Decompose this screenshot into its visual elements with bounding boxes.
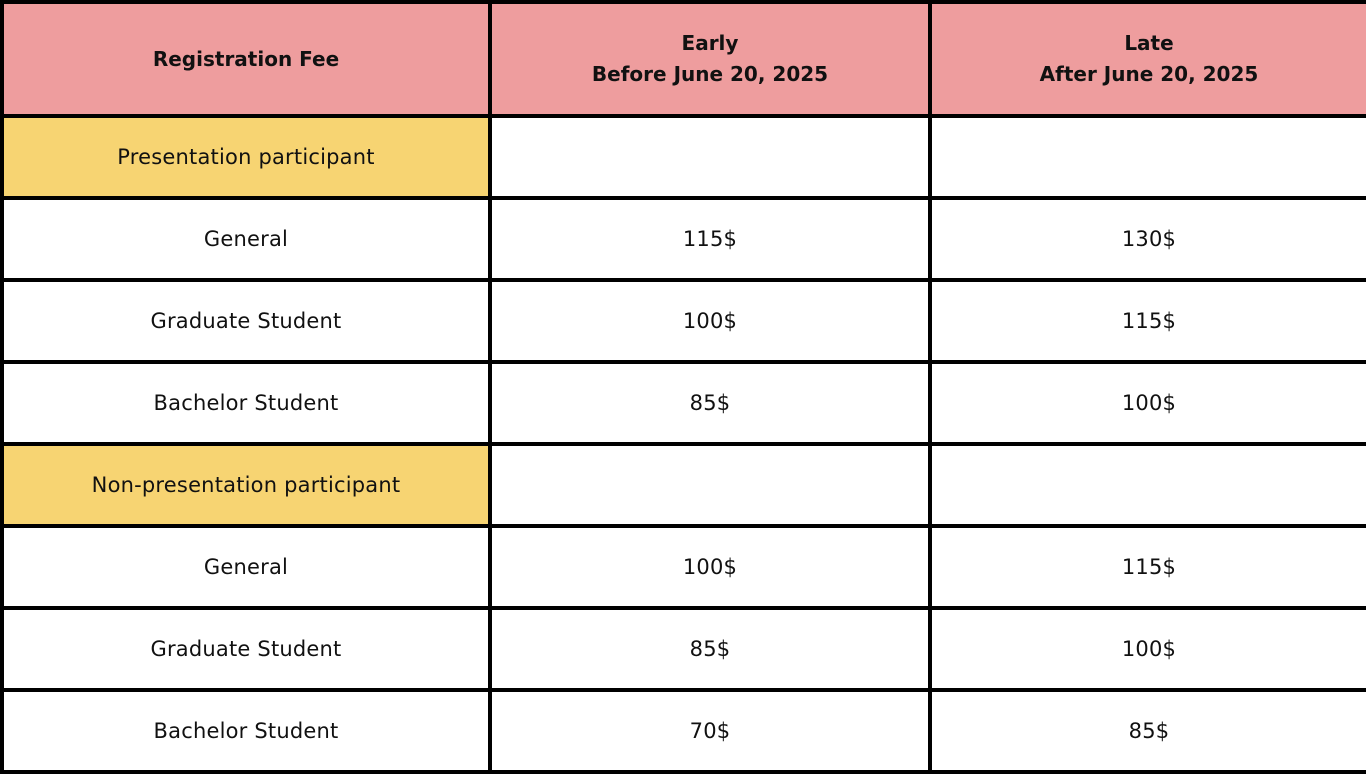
header-late-label: Late <box>1124 31 1174 55</box>
late-fee-cell: 100$ <box>930 362 1366 444</box>
section-row-non-presentation <box>2 444 1366 526</box>
category-cell: Graduate Student <box>2 280 490 362</box>
category-cell: Bachelor Student <box>2 362 490 444</box>
table-row <box>2 608 1366 690</box>
section-row-presentation <box>2 116 1366 198</box>
header-registration-fee-label: Registration Fee <box>152 46 340 71</box>
table-row <box>2 362 1366 444</box>
late-fee-cell: 85$ <box>930 690 1366 772</box>
table-row <box>2 280 1366 362</box>
table-row <box>2 526 1366 608</box>
empty-cell <box>930 444 1366 526</box>
section-label-non-presentation: Non-presentation participant <box>2 444 490 526</box>
empty-cell <box>930 116 1366 198</box>
header-registration-fee <box>2 2 490 116</box>
empty-cell <box>490 116 930 198</box>
category-cell: General <box>2 198 490 280</box>
late-fee-cell: 115$ <box>930 526 1366 608</box>
late-fee-cell: 100$ <box>930 608 1366 690</box>
table-row <box>2 690 1366 772</box>
header-late-date: After June 20, 2025 <box>1039 62 1259 86</box>
early-fee-cell: 85$ <box>490 362 930 444</box>
early-fee-cell: 115$ <box>490 198 930 280</box>
empty-cell <box>490 444 930 526</box>
category-cell: General <box>2 526 490 608</box>
header-late <box>930 2 1366 116</box>
early-fee-cell: 85$ <box>490 608 930 690</box>
early-fee-cell: 100$ <box>490 526 930 608</box>
table-row <box>2 198 1366 280</box>
early-fee-cell: 70$ <box>490 690 930 772</box>
header-early <box>490 2 930 116</box>
late-fee-cell: 130$ <box>930 198 1366 280</box>
table-header-row <box>2 2 1366 116</box>
header-early-date: Before June 20, 2025 <box>591 62 829 86</box>
category-cell: Bachelor Student <box>2 690 490 772</box>
section-label-presentation: Presentation participant <box>2 116 490 198</box>
header-early-label: Early <box>681 31 739 55</box>
early-fee-cell: 100$ <box>490 280 930 362</box>
category-cell: Graduate Student <box>2 608 490 690</box>
late-fee-cell: 115$ <box>930 280 1366 362</box>
